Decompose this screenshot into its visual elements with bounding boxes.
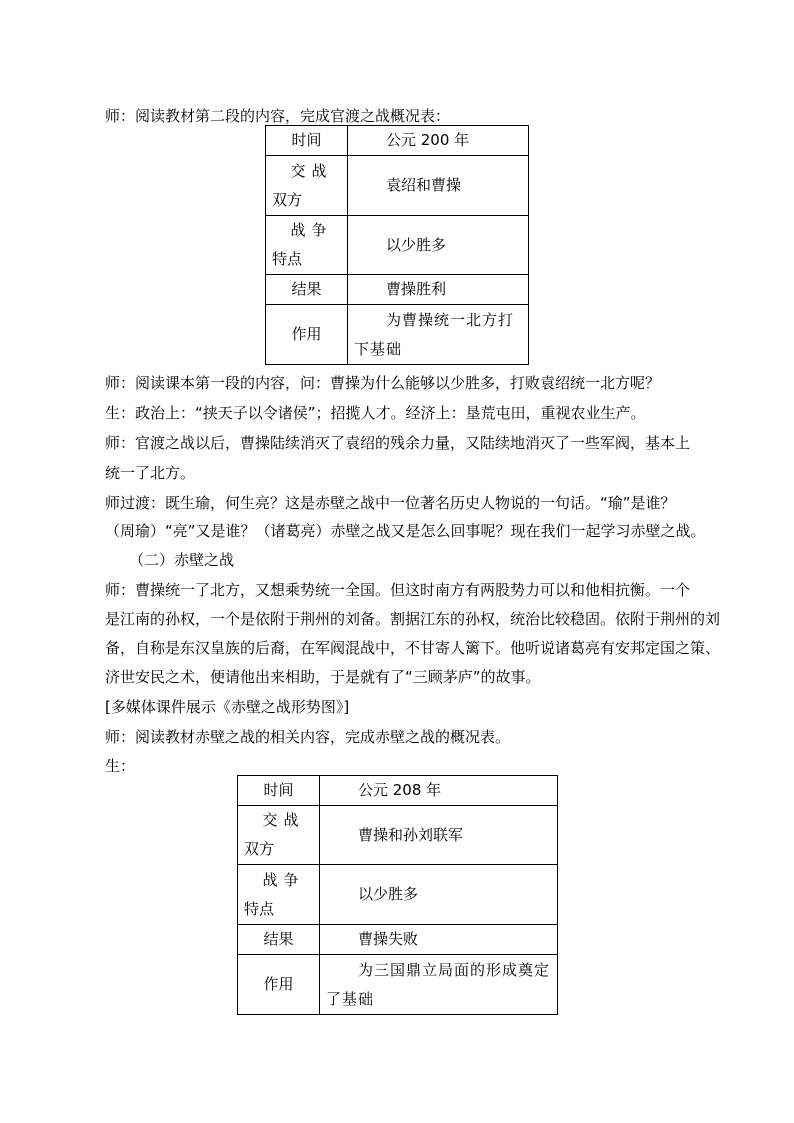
paragraph-transition-line2: （周瑜）“亮”又是谁？（诸葛亮）赤壁之战又是怎么回事呢？现在我们一起学习赤壁之战。 [105, 522, 706, 540]
table-cell [266, 126, 348, 156]
table-cell [320, 776, 558, 806]
paragraph-after-guandu-line2: 统一了北方。 [105, 464, 196, 482]
guandu-summary-table [265, 125, 529, 365]
table-cell [238, 865, 320, 925]
table-cell [266, 216, 348, 275]
feature-value: 以少胜多 [358, 885, 419, 903]
chibi-summary-table [237, 775, 558, 1015]
sides-value: 曹操和孙刘联军 [358, 825, 464, 844]
sides-label-line1: 交战 [290, 161, 333, 180]
table-cell [320, 865, 558, 925]
sides-label-line2: 双方 [272, 190, 303, 209]
paragraph-question: 师：阅读课本第一段的内容，问：曹操为什么能够以少胜多，打败袁绍统一北方呢？ [105, 374, 661, 392]
paragraph-answer: 生：政治上：“挟天子以令诸侯”；招揽人才。经济上：垦荒屯田，重视农业生产。 [105, 404, 646, 422]
paragraph-chibi-line1: 师：曹操统一了北方，又想乘势统一全国。但这时南方有两股势力可以和他相抗衡。一个 [105, 581, 691, 599]
table-row [238, 865, 558, 925]
paragraph-chibi-line2: 是江南的孙权，一个是依附于荆州的刘备。割据江东的孙权，统治比较稳固。依附于荆州的刘 [105, 610, 721, 628]
table-cell [238, 806, 320, 865]
table-row [266, 275, 529, 305]
table-cell [348, 275, 529, 305]
table-cell [238, 955, 320, 1015]
sides-label-line2: 双方 [244, 840, 275, 858]
time-value: 公元 208 年 [358, 781, 442, 799]
sides-value: 袁绍和曹操 [386, 176, 462, 194]
table-cell [348, 126, 529, 156]
paragraph-instruction-chibi: 师：阅读教材赤壁之战的相关内容，完成赤壁之战的概况表。 [105, 728, 511, 746]
effect-label: 作用 [291, 325, 322, 343]
table-cell [320, 806, 558, 865]
table-cell [266, 275, 348, 305]
feature-label-line1: 战争 [262, 870, 305, 889]
feature-label-line2: 特点 [272, 250, 303, 268]
paragraph-intro-guandu: 师：阅读教材第二段的内容，完成官渡之战概况表： [105, 107, 451, 125]
table-cell [348, 156, 529, 216]
table-row [266, 126, 529, 156]
paragraph-chibi-line4: 济世安民之术，便请他出来相助，于是就有了“三顾茅庐”的故事。 [105, 668, 541, 686]
table-cell [348, 216, 529, 275]
result-label: 结果 [263, 930, 294, 948]
table-cell [266, 156, 348, 216]
table-row [266, 156, 529, 216]
time-label: 时间 [263, 781, 294, 799]
table-cell [320, 925, 558, 955]
effect-value: 为曹操统一北方打下基础 [354, 310, 515, 358]
paragraph-after-guandu-line1: 师：官渡之战以后，曹操陆续消灭了袁绍的残余力量，又陆续地消灭了一些军阀，基本上 [105, 434, 691, 452]
effect-value: 为三国鼎立局面的形成奠定了基础 [326, 960, 551, 1008]
result-value: 曹操胜利 [386, 280, 447, 298]
section-heading-chibi: （二）赤壁之战 [129, 551, 235, 569]
time-value: 公元 200 年 [386, 131, 470, 149]
table-row [238, 925, 558, 955]
effect-label: 作用 [263, 975, 294, 993]
table-row [238, 955, 558, 1015]
time-label: 时间 [291, 131, 322, 149]
paragraph-student: 生： [105, 757, 136, 775]
result-label: 结果 [291, 280, 322, 298]
result-value: 曹操失败 [358, 930, 419, 948]
table-row [266, 305, 529, 365]
table-row [266, 216, 529, 275]
paragraph-multimedia: [多媒体课件展示《赤壁之战形势图》] [105, 698, 350, 716]
table-cell [320, 955, 558, 1015]
table-cell [266, 305, 348, 365]
paragraph-transition-line1: 师过渡：既生瑜，何生亮？这是赤壁之战中一位著名历史人物说的一句话。“瑜”是谁？ [105, 494, 676, 512]
table-row [238, 806, 558, 865]
table-cell [348, 305, 529, 365]
table-cell [238, 776, 320, 806]
table-row [238, 776, 558, 806]
feature-label-line2: 特点 [244, 899, 275, 918]
paragraph-chibi-line3: 备，自称是东汉皇族的后裔，在军阀混战中，不甘寄人篱下。他听说诸葛亮有安邦定国之策、 [105, 639, 721, 657]
feature-value: 以少胜多 [386, 235, 447, 254]
table-cell [238, 925, 320, 955]
sides-label-line1: 交战 [262, 811, 305, 829]
feature-label-line1: 战争 [290, 221, 333, 239]
